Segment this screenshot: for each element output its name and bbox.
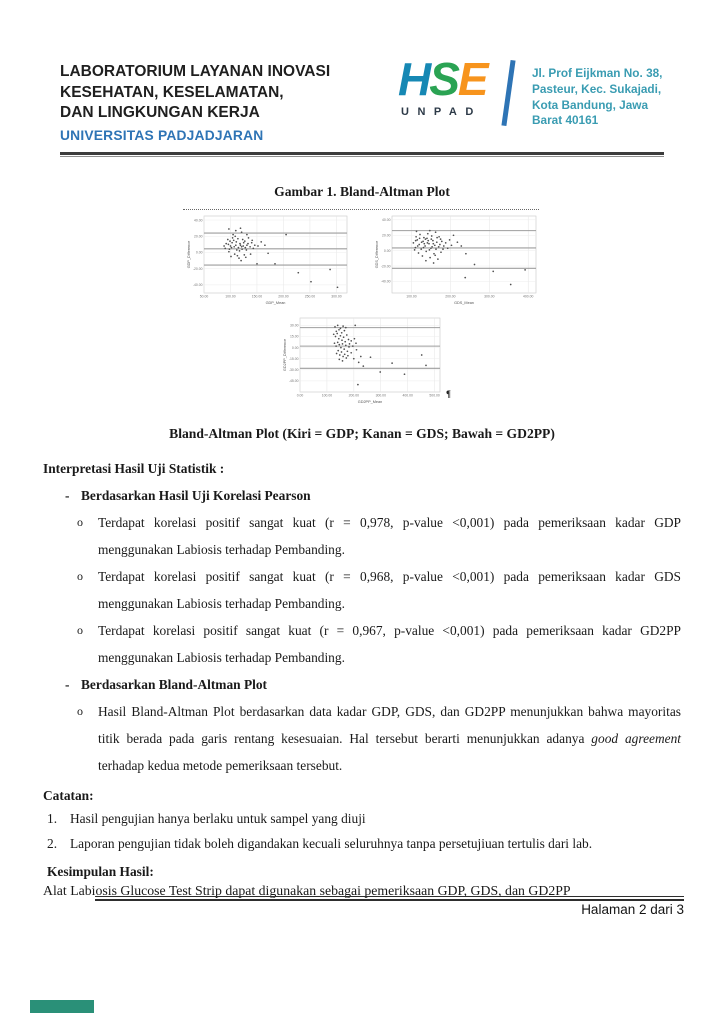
svg-text:-40.00: -40.00 [380, 279, 391, 284]
svg-text:-45.00: -45.00 [288, 379, 299, 384]
svg-text:300.00: 300.00 [375, 393, 386, 398]
bland-altman-bullet [75, 698, 681, 779]
svg-text:100.00: 100.00 [406, 294, 417, 299]
university-name: UNIVERSITAS PADJADJARAN [60, 127, 264, 143]
conclusion-heading: Kesimpulan Hasil: [47, 864, 154, 879]
svg-text:GD2PP_Difference: GD2PP_Difference [283, 338, 287, 372]
lab-title-line-2: KESEHATAN, KESELAMATAN, [60, 83, 284, 101]
svg-text:300.00: 300.00 [331, 294, 342, 299]
logo-letter-e: E [457, 53, 487, 105]
lab-title-line-3: DAN LINGKUNGAN KERJA [60, 104, 260, 121]
dash-marker: - [65, 677, 70, 692]
pearson-bullet-1-text: Terdapat korelasi positif sangat kuat (r = 0,978, p-value <0,001) pada pemeriksaan kadar GDP menggunakan Labiosis terhadap Pembanding. [98, 515, 681, 557]
note-text-2: Laporan pengujian tidak boleh digandakan kecuali seluruhnya tanpa persetujiuan tertulis dari lab. [70, 836, 593, 851]
logo-letter-s: S [429, 53, 458, 105]
svg-text:50.00: 50.00 [199, 294, 209, 299]
svg-text:GDP_Difference: GDP_Difference [187, 240, 191, 269]
note-item-1 [47, 806, 366, 831]
svg-text:-40.00: -40.00 [192, 283, 203, 288]
pearson-bullet-1 [75, 509, 681, 563]
lab-title-line-1: LABORATORIUM LAYANAN INOVASI [60, 63, 331, 80]
pearson-bullet-3 [75, 617, 681, 671]
svg-text:30.00: 30.00 [290, 323, 299, 328]
figure-caption: Bland-Altman Plot (Kiri = GDP; Kanan = GDS; Bawah = GD2PP) [169, 426, 555, 441]
svg-text:0.00: 0.00 [296, 393, 304, 398]
pearson-heading: Berdasarkan Hasil Uji Korelasi Pearson [81, 488, 311, 503]
svg-text:GDS_Difference: GDS_Difference [375, 240, 379, 269]
footer-rule-thin [95, 896, 684, 897]
page-number: Halaman 2 dari 3 [581, 902, 684, 917]
svg-text:-15.00: -15.00 [288, 356, 299, 361]
figure-title: Gambar 1. Bland-Altman Plot [274, 184, 450, 199]
footer-teal-bar [30, 1000, 94, 1013]
paragraph-mark: ¶ [446, 389, 451, 399]
bullet-marker: o [77, 569, 83, 583]
svg-text:250.00: 250.00 [304, 294, 316, 299]
note-text-1: Hasil pengujian hanya berlaku untuk sampel yang diuji [70, 811, 366, 826]
logo-unpad-text: UNPAD [401, 106, 482, 118]
dash-marker: - [65, 488, 70, 503]
note-item-2 [47, 831, 592, 856]
svg-text:200.00: 200.00 [445, 294, 456, 299]
svg-text:400.00: 400.00 [402, 393, 413, 398]
address-line-1: Jl. Prof Eijkman No. 38, [532, 66, 663, 80]
svg-text:100.00: 100.00 [225, 294, 236, 299]
svg-text:40.00: 40.00 [382, 218, 391, 223]
svg-text:20.00: 20.00 [382, 233, 391, 238]
svg-text:40.00: 40.00 [194, 218, 203, 223]
pearson-bullet-2 [75, 563, 681, 617]
svg-text:400.00: 400.00 [523, 294, 534, 299]
svg-text:-30.00: -30.00 [288, 368, 299, 372]
svg-text:-20.00: -20.00 [380, 264, 391, 269]
bland-altman-heading-row [65, 671, 267, 698]
svg-text:0.00: 0.00 [195, 250, 203, 255]
svg-text:20.00: 20.00 [194, 234, 203, 239]
bland-altman-bullet-text [98, 698, 681, 779]
note-number-1: 1. [47, 811, 58, 826]
note-number-2: 2. [47, 836, 58, 851]
bland-text-italic: good agreement [591, 731, 681, 746]
svg-text:200.00: 200.00 [348, 393, 360, 398]
svg-text:GDP_Mean: GDP_Mean [265, 301, 286, 305]
footer-rule-thick [95, 899, 684, 901]
pearson-heading-row [65, 482, 311, 509]
svg-text:500.00: 500.00 [429, 393, 440, 398]
svg-text:GD2PP_Mean: GD2PP_Mean [357, 400, 383, 404]
svg-text:GDS_Mean: GDS_Mean [454, 301, 474, 305]
bland-text-after: terhadap kedua metode pemeriksaan tersebut. [98, 758, 343, 773]
bullet-marker: o [77, 515, 83, 529]
svg-text:100.00: 100.00 [321, 393, 333, 398]
pearson-bullet-2-text: Terdapat korelasi positif sangat kuat (r = 0,968, p-value <0,001) pada pemeriksaan kadar GDS menggunakan Labiosis terhadap Pembanding. [98, 569, 681, 611]
svg-text:200.00: 200.00 [278, 294, 289, 299]
bullet-marker: o [77, 704, 83, 718]
interpretation-section [43, 0, 681, 1024]
svg-text:15.00: 15.00 [290, 334, 299, 339]
address-line-2: Pasteur, Kec. Sukajadi, [532, 81, 662, 96]
footer-rule [95, 896, 684, 901]
svg-text:-20.00: -20.00 [192, 266, 203, 271]
bland-altman-heading: Berdasarkan Bland-Altman Plot [81, 677, 267, 692]
svg-text:0.00: 0.00 [383, 248, 391, 253]
bullet-marker: o [77, 623, 83, 637]
svg-text:0.00: 0.00 [291, 345, 299, 350]
address-line-4: Barat 40161 [532, 113, 599, 128]
svg-text:150.00: 150.00 [251, 294, 263, 299]
bland-text-before: Hasil Bland-Altman Plot berdasarkan data kadar GDP, GDS, dan GD2PP menunjukkan bahwa mayoritas titik berada pada garis rentang kesesuaian. Hal tersebut berarti menunjukkan adanya [98, 704, 681, 746]
notes-heading: Catatan: [43, 788, 94, 803]
pearson-bullet-3-text: Terdapat korelasi positif sangat kuat (r = 0,967, p-value <0,001) pada pemeriksaan kadar GD2PP menggunakan Labiosis terhadap Pembanding. [98, 623, 681, 665]
interpretation-heading: Interpretasi Hasil Uji Statistik : [43, 461, 225, 476]
address-line-3: Kota Bandung, Jawa [532, 97, 649, 112]
svg-text:300.00: 300.00 [484, 294, 495, 299]
conclusion-text: Alat Labiosis Glucose Test Strip dapat digunakan sebagai pemeriksaan GDP, GDS, dan GD2PP [43, 883, 571, 898]
logo-letter-h: H [398, 53, 430, 105]
